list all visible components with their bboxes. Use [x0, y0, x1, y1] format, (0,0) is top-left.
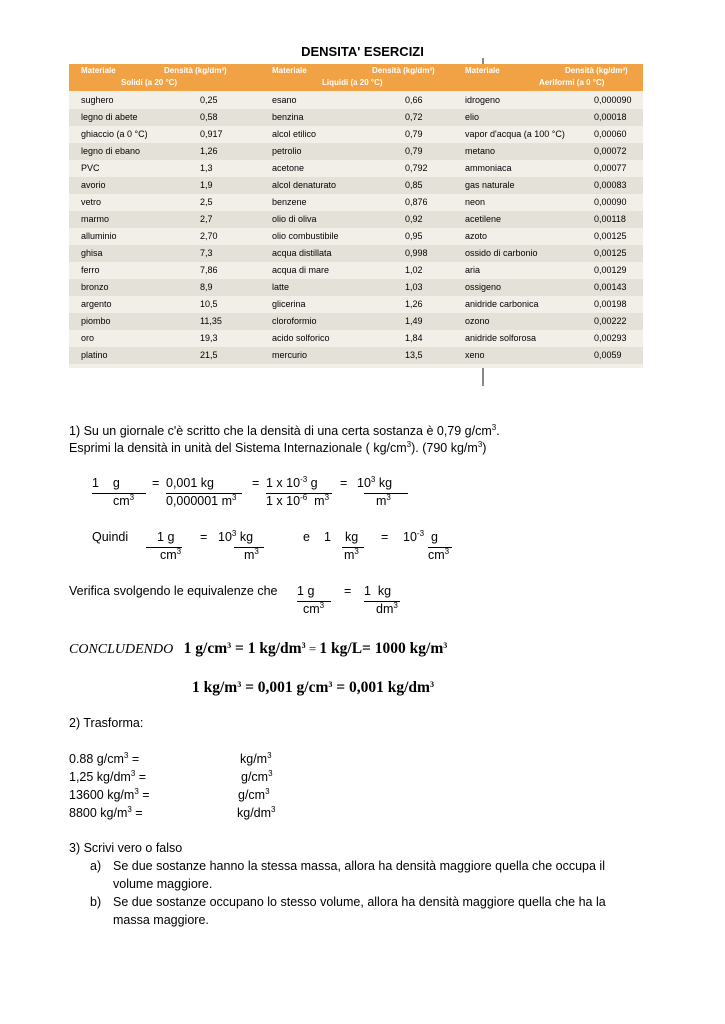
v-frac1-num: 1 g	[297, 584, 315, 598]
table-cell: 0,79	[405, 129, 423, 139]
table-cell: vetro	[81, 197, 102, 207]
table-cell: piombo	[81, 316, 111, 326]
ex1-sup: 3	[477, 440, 483, 449]
table-cell: 0,998	[405, 248, 428, 258]
ex3-title: 3) Scrivi vero o falso	[69, 841, 183, 855]
verifica-text: Verifica svolgendo le equivalenze che	[69, 584, 278, 598]
table-cell: vapor d'acqua (a 100 °C)	[465, 129, 565, 139]
table-cell: 2,7	[200, 214, 213, 224]
table-cell: 0,00060	[594, 129, 627, 139]
table-cell: PVC	[81, 163, 100, 173]
table-cell: 11,35	[200, 316, 222, 326]
ex3-b-line2: massa maggiore.	[113, 913, 209, 927]
table-cell: bronzo	[81, 282, 109, 292]
table-cell: 0,00198	[594, 299, 627, 309]
table-cell: 8,9	[200, 282, 213, 292]
table-cell: ossigeno	[465, 282, 502, 292]
table-cell: 0,92	[405, 214, 423, 224]
q-and: e	[303, 530, 310, 544]
table-cell: argento	[81, 299, 112, 309]
table-cell: benzina	[272, 112, 304, 122]
conclusion-eq1: 1 $g/cm^3 = 1$ $kg/dm^3 = 1$ kg/L= 1000 $kg/m^3$	[183, 640, 448, 657]
header-materiale-solidi: Materiale	[81, 66, 116, 75]
table-cell: anidride solforosa	[465, 333, 537, 343]
q-frac3-num: kg	[345, 530, 359, 544]
conclusion-line1	[69, 640, 447, 659]
table-row	[69, 211, 643, 228]
frac3-num: 1 x $10^{-3}$ g	[266, 475, 318, 490]
table-cell: 0,00293	[594, 333, 627, 343]
v-frac2-num: 1 kg	[364, 584, 392, 598]
v-frac2-den: $dm^3$	[376, 601, 398, 616]
table-cell: 0,00090	[594, 197, 627, 207]
table-row	[69, 177, 643, 194]
table-cell: 7,3	[200, 248, 213, 258]
table-cell: 0,00125	[594, 248, 627, 258]
eq-2: =	[252, 476, 260, 490]
table-cell: 0,00143	[594, 282, 627, 292]
table-cell: oro	[81, 333, 95, 343]
eq-1: =	[152, 476, 160, 490]
table-cell: 1,3	[200, 163, 213, 173]
table-cell: idrogeno	[465, 95, 501, 105]
frac1-num: 1 g	[92, 476, 120, 490]
ex1-sup: 3	[406, 440, 412, 449]
ex2-answer-unit: $g/cm^3$	[238, 787, 270, 802]
table-cell: ozono	[465, 316, 490, 326]
table-cell: 0,000090	[594, 95, 632, 105]
table-cell: metano	[465, 146, 496, 156]
table-cell: acqua distillata	[272, 248, 332, 258]
table-cell: ghiaccio (a 0 °C)	[81, 129, 148, 139]
frac1-den: $cm^3$	[113, 493, 135, 508]
table-row	[69, 126, 643, 143]
ex2-answer-unit: $kg/dm^3$	[237, 805, 276, 820]
ex2-answer-unit: $g/cm^3$	[241, 769, 273, 784]
table-cell: 0,66	[405, 95, 423, 105]
table-cell: legno di ebano	[81, 146, 141, 156]
ex1-line1: 1) Su un giornale c'è scritto che la densità di una certa sostanza è 0,79 $g/cm^3$.	[69, 423, 500, 438]
table-cell: 0,58	[200, 112, 218, 122]
table-cell: 0,00129	[594, 265, 627, 275]
table-header	[69, 64, 643, 91]
table-row	[69, 313, 643, 330]
frac2-den: 0,000001 $m^3$	[166, 493, 237, 508]
table-cell: 1,26	[405, 299, 423, 309]
table-row	[69, 347, 643, 364]
header-materiale-liquidi: Materiale	[272, 66, 307, 75]
table-cell: 0,00083	[594, 180, 627, 190]
table-cell: 0,72	[405, 112, 423, 122]
table-cell: latte	[272, 282, 290, 292]
header-materiale-aeriformi: Materiale	[465, 66, 500, 75]
table-cell: sughero	[81, 95, 114, 105]
divider-line-bottom	[482, 366, 484, 386]
conclusion-label: CONCLUDENDO	[69, 642, 174, 657]
table-cell: 0,25	[200, 95, 218, 105]
eq-3: =	[340, 476, 348, 490]
table-row	[69, 296, 643, 313]
header-densita-liquidi: Densità (kg/dm³)	[372, 66, 435, 75]
table-cell: marmo	[81, 214, 110, 224]
table-cell: esano	[272, 95, 297, 105]
table-cell: acqua di mare	[272, 265, 330, 275]
page-title: DENSITA' ESERCIZI	[301, 44, 424, 59]
table-row	[69, 109, 643, 126]
frac4-num: $10^3$ kg	[357, 475, 393, 490]
table-cell: acetone	[272, 163, 305, 173]
table-cell: glicerina	[272, 299, 306, 309]
table-cell: 1,9	[200, 180, 213, 190]
density-table	[69, 64, 643, 368]
table-cell: 0,00118	[594, 214, 626, 224]
ex3-b-line1: Se due sostanze occupano lo stesso volume, allora ha densità maggiore quella che ha la	[113, 895, 606, 909]
table-cell: 0,917	[200, 129, 223, 139]
table-row	[69, 279, 643, 296]
quindi-label: Quindi	[92, 530, 129, 544]
ex2-question: 0.88 $g/cm^3$ =	[69, 751, 140, 766]
table-cell: 0,792	[405, 163, 428, 173]
ex3-a-line2: volume maggiore.	[113, 877, 213, 891]
ex1-line2a-text: Esprimi la densità in unità del Sistema Internazionale ( kg/cm	[69, 441, 407, 455]
table-cell: 0,00018	[594, 112, 627, 122]
table-cell: 21,5	[200, 350, 218, 360]
table-row	[69, 228, 643, 245]
table-cell: neon	[465, 197, 486, 207]
header-densita-solidi: Densità (kg/dm³)	[164, 66, 227, 75]
table-cell: ghisa	[81, 248, 103, 258]
frac3-den: 1 x $10^{-6}$ $m^3$	[266, 493, 330, 508]
table-cell: xeno	[465, 350, 485, 360]
table-cell: azoto	[465, 231, 488, 241]
q-frac1-num: 1 g	[157, 530, 175, 544]
header-solidi: Solidi (a 20 °C)	[121, 78, 178, 87]
header-densita-aeriformi: Densità (kg/dm³)	[565, 66, 628, 75]
table-cell: 0,00077	[594, 163, 627, 173]
table-row	[69, 160, 643, 177]
v-eq: =	[344, 584, 352, 598]
table-cell: 10,5	[200, 299, 218, 309]
ex2-question: 13600 $kg/m^3$ =	[69, 787, 150, 802]
conclusion-eq2: 1 $kg/m^3 = 0,001$ $g/cm^3 = 0,001$ $kg/dm^3$	[192, 679, 434, 696]
table-cell: petrolio	[272, 146, 302, 156]
ex3-a-line1: Se due sostanze hanno la stessa massa, allora ha densità maggiore quella che occupa il	[113, 859, 605, 873]
q-eq-1: =	[200, 530, 208, 544]
table-row	[69, 330, 643, 347]
q-frac1-den: $cm^3$	[160, 547, 182, 562]
table-cell: 1,49	[405, 316, 423, 326]
table-cell: acido solforico	[272, 333, 330, 343]
table-cell: 2,70	[200, 231, 218, 241]
header-aeriformi: Aeriformi (a 0 °C)	[539, 78, 605, 87]
table-cell: acetilene	[465, 214, 502, 224]
table-cell: olio combustibile	[272, 231, 339, 241]
table-cell: anidride carbonica	[465, 299, 539, 309]
ex1-sup: 3	[491, 423, 497, 432]
header-liquidi: Liquidi (a 20 °C)	[322, 78, 383, 87]
table-cell: 2,5	[200, 197, 213, 207]
q-frac3-den: $m^3$	[344, 547, 359, 562]
table-cell: 0,95	[405, 231, 423, 241]
table-cell: 0,00222	[594, 316, 627, 326]
ex3-b-marker: b)	[90, 895, 102, 909]
table-cell: legno di abete	[81, 112, 138, 122]
table-cell: 1,02	[405, 265, 423, 275]
table-cell: 13,5	[405, 350, 423, 360]
ex2-answer-unit: $kg/m^3$	[240, 751, 272, 766]
table-cell: olio di oliva	[272, 214, 317, 224]
table-cell: ossido di carbonio	[465, 248, 538, 258]
table-cell: 1,84	[405, 333, 423, 343]
table-cell: 0,00072	[594, 146, 627, 156]
ex2-question: 1,25 $kg/dm^3$ =	[69, 769, 147, 784]
table-cell: 0,876	[405, 197, 428, 207]
table-cell: platino	[81, 350, 108, 360]
table-cell: 19,3	[200, 333, 218, 343]
table-cell: mercurio	[272, 350, 308, 360]
table-cell: alcol etilico	[272, 129, 317, 139]
table-row	[69, 245, 643, 262]
table-cell: 7,86	[200, 265, 218, 275]
table-cell: aria	[465, 265, 481, 275]
conclusion-line2	[192, 679, 434, 697]
table-cell: 0,00125	[594, 231, 627, 241]
table-cell: 0,79	[405, 146, 423, 156]
table-cell: gas naturale	[465, 180, 515, 190]
q-frac4-num: $10^{-3}$ g	[403, 529, 438, 544]
ex2-question: 8800 $kg/m^3$ =	[69, 805, 143, 820]
q-eq-2: =	[381, 530, 389, 544]
table-cell: ammoniaca	[465, 163, 512, 173]
q-frac4-den: $cm^3$	[428, 547, 450, 562]
frac2-num: 0,001 kg	[166, 476, 214, 490]
v-frac1-den: $cm^3$	[303, 601, 325, 616]
ex1-line2: Esprimi la densità in unità del Sistema Internazionale ( $kg/cm^3$). (790 $kg/m^3$)	[69, 440, 487, 455]
ex1-line1-text: 1) Su un giornale c'è scritto che la densità di una certa sostanza è 0,79 g/cm	[69, 424, 492, 438]
ex3-a-marker: a)	[90, 859, 102, 873]
ex2-title: 2) Trasforma:	[69, 716, 144, 730]
table-cell: avorio	[81, 180, 106, 190]
table-row	[69, 143, 643, 160]
q-frac2-num: $10^3$ kg	[218, 529, 254, 544]
frac4-den: $m^3$	[376, 493, 391, 508]
table-cell: 1,26	[200, 146, 218, 156]
table-row	[69, 92, 643, 109]
table-cell: ferro	[81, 265, 100, 275]
table-cell: 0,0059	[594, 350, 622, 360]
table-cell: alcol denaturato	[272, 180, 337, 190]
table-row	[69, 194, 643, 211]
table-row	[69, 262, 643, 279]
table-cell: 0,85	[405, 180, 423, 190]
table-cell: cloroformio	[272, 316, 317, 326]
ex1-line2b-text: ). (790 kg/m	[411, 441, 478, 455]
q-frac3-one: 1	[324, 530, 331, 544]
table-cell: alluminio	[81, 231, 117, 241]
table-cell: benzene	[272, 197, 307, 207]
q-frac2-den: $m^3$	[244, 547, 259, 562]
table-cell: elio	[465, 112, 480, 122]
table-cell: 1,03	[405, 282, 423, 292]
